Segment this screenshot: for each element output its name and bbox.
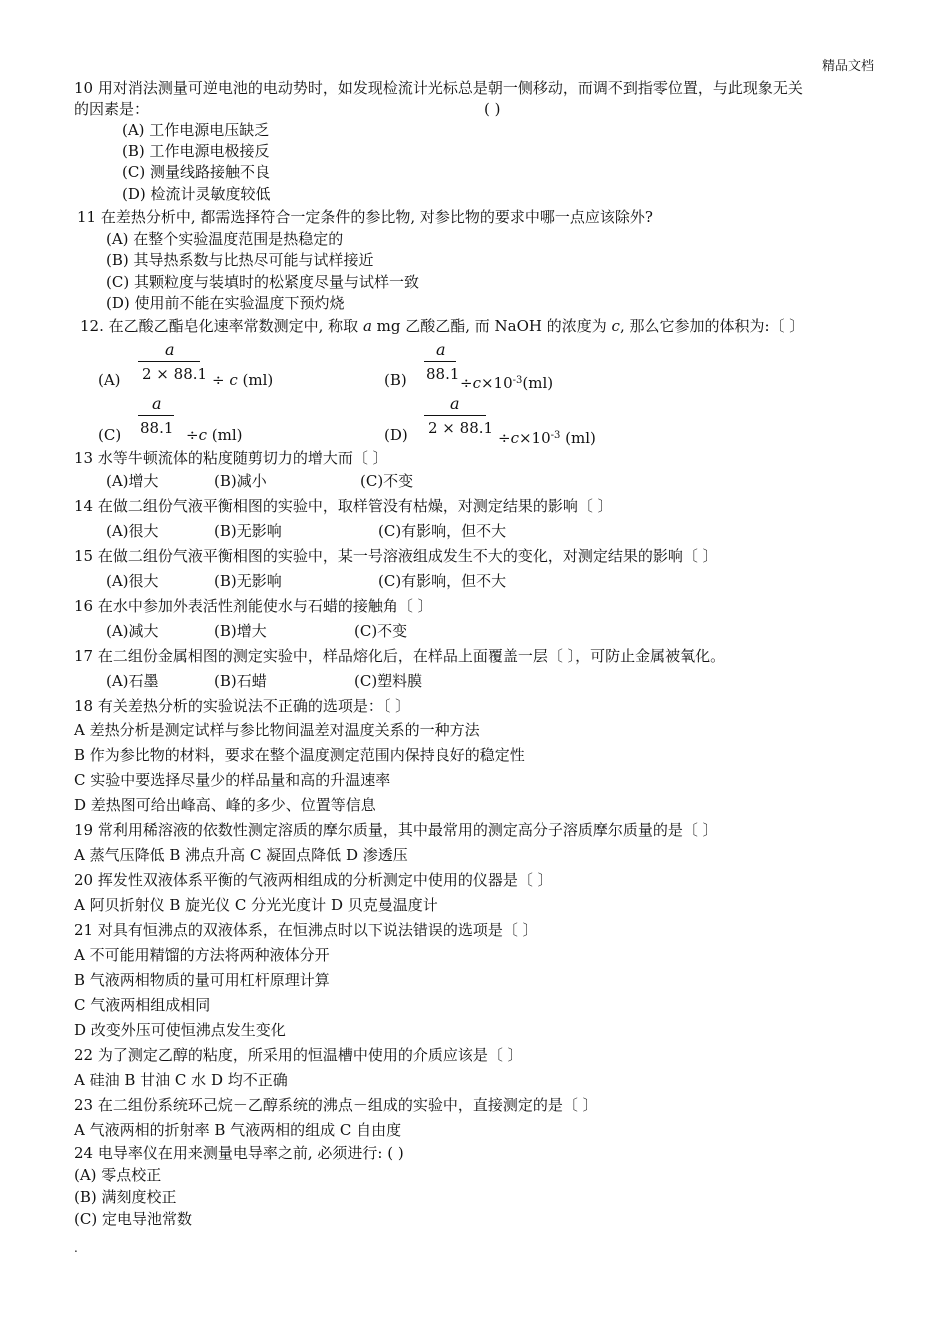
q12-option-c-numerator: a	[152, 394, 162, 413]
q12-option-b-denominator: 88.1	[426, 365, 460, 383]
q12-option-a-divide: ÷	[212, 371, 230, 389]
q12-stem-post: , 那么它参加的体积为:〔 〕	[619, 317, 805, 335]
q17-option-c: (C)塑料膜	[354, 672, 423, 690]
q19-options: A 蒸气压降低 B 沸点升高 C 凝固点降低 D 渗透压	[74, 846, 408, 864]
q12-option-a-fraction-bar	[138, 361, 200, 362]
q12-option-b-exponent: -3	[512, 375, 523, 386]
q13-option-a: (A)增大	[106, 472, 159, 490]
q13-option-b: (B)减小	[214, 472, 267, 490]
q15-option-b: (B)无影响	[214, 572, 282, 590]
q12-var-c: c	[611, 317, 620, 335]
q21-option-c: C 气液两相组成相同	[74, 996, 211, 1014]
q16-option-a: (A)减大	[106, 622, 159, 640]
footer-mark: .	[74, 1241, 78, 1255]
q10-option-d: (D) 检流计灵敏度较低	[122, 185, 271, 203]
q12-option-b-times: ×10	[480, 374, 513, 392]
q12-option-c-var: c	[198, 426, 207, 444]
q18-option-b: B 作为参比物的材料，要求在整个温度测定范围内保持良好的稳定性	[74, 746, 525, 764]
q12-option-b-tail	[460, 372, 553, 392]
q12-option-b-fraction-bar	[424, 361, 456, 362]
q12-option-c-denominator: 88.1	[140, 419, 174, 437]
q21-option-a: A 不可能用精馏的方法将两种液体分开	[74, 946, 330, 964]
q15-option-a: (A)很大	[106, 572, 159, 590]
q16-option-c: (C)不变	[354, 622, 408, 640]
q12-option-c-fraction-bar	[138, 415, 174, 416]
q17-stem: 17 在二组份金属相图的测定实验中，样品熔化后，在样品上面覆盖一层〔 〕，可防止金属被氧化。	[74, 647, 726, 665]
q12-option-d-numerator: a	[450, 394, 460, 413]
q12-option-a-denominator: 2 × 88.1	[142, 365, 208, 383]
q10-stem-line2: 的因素是：	[74, 100, 150, 118]
q12-stem-pre: 12. 在乙酸乙酯皂化速率常数测定中, 称取	[80, 317, 363, 335]
q12-option-b-label: (B)	[384, 371, 407, 389]
q12-stem-mid: mg 乙酸乙酯, 而 NaOH 的浓度为	[371, 317, 612, 335]
q12-option-a-tail	[212, 372, 273, 389]
q12-option-c-label: (C)	[98, 426, 122, 444]
q12-option-b-unit: (ml)	[522, 374, 554, 392]
q12-option-c-unit: (ml)	[206, 426, 243, 444]
q11-option-b: (B) 其导热系数与比热尽可能与试样接近	[106, 251, 374, 269]
q22-stem: 22 为了测定乙醇的粘度，所采用的恒温槽中使用的介质应该是〔 〕	[74, 1046, 523, 1064]
q18-option-d: D 差热图可给出峰高、峰的多少、位置等信息	[74, 796, 376, 814]
q24-option-b: (B) 满刻度校正	[74, 1188, 177, 1206]
q21-stem: 21 对具有恒沸点的双液体系，在恒沸点时以下说法错误的选项是〔 〕	[74, 921, 538, 939]
q15-stem: 15 在做二组份气液平衡相图的实验中，某一号溶液组成发生不大的变化，对测定结果的影响〔 〕	[74, 547, 718, 565]
q11-option-a: (A) 在整个实验温度范围是热稳定的	[106, 230, 344, 248]
q11-option-c: (C) 其颗粒度与装填时的松紧度尽量与试样一致	[106, 273, 419, 291]
q12-option-a-unit: (ml)	[237, 371, 274, 389]
q12-var-a: a	[362, 317, 372, 335]
q12-option-a-numerator: a	[165, 340, 175, 359]
q24-option-a: (A) 零点校正	[74, 1166, 162, 1184]
q14-option-c: (C)有影响，但不大	[378, 522, 507, 540]
q12-stem	[80, 318, 804, 335]
q12-option-b-var: c	[472, 374, 481, 392]
q13-option-c: (C)不变	[360, 472, 414, 490]
q14-option-a: (A)很大	[106, 522, 159, 540]
q24-stem: 24 电导率仪在用来测量电导率之前, 必须进行: ( )	[74, 1144, 404, 1162]
q23-options: A 气液两相的折射率 B 气液两相的组成 C 自由度	[74, 1121, 402, 1139]
q12-option-c-tail	[186, 427, 242, 444]
q10-option-c: (C) 测量线路接触不良	[122, 163, 270, 181]
q12-option-d-unit: (ml)	[560, 429, 596, 447]
q16-option-b: (B)增大	[214, 622, 267, 640]
q20-options: A 阿贝折射仪 B 旋光仪 C 分光光度计 D 贝克曼温度计	[74, 896, 438, 914]
q15-option-c: (C)有影响，但不大	[378, 572, 507, 590]
q12-option-b-divide: ÷	[460, 374, 473, 392]
q20-stem: 20 挥发性双液体系平衡的气液两相组成的分析测定中使用的仪器是〔 〕	[74, 871, 553, 889]
q10-option-a: (A) 工作电源电压缺乏	[122, 121, 270, 139]
q12-option-d-tail	[498, 427, 596, 447]
q12-option-d-times: ×10	[518, 429, 551, 447]
q10-answer-paren: ( )	[484, 100, 501, 118]
q12-option-d-fraction-bar	[424, 415, 486, 416]
q21-option-d: D 改变外压可使恒沸点发生变化	[74, 1021, 286, 1039]
q10-option-b: (B) 工作电源电极接反	[122, 142, 270, 160]
q12-option-a-var: c	[229, 371, 238, 389]
q12-option-b-numerator: a	[436, 340, 446, 359]
q22-options: A 硅油 B 甘油 C 水 D 均不正确	[74, 1071, 288, 1089]
q11-option-d: (D) 使用前不能在实验温度下预灼烧	[106, 294, 345, 312]
q12-option-d-label: (D)	[384, 426, 408, 444]
q12-option-d-denominator: 2 × 88.1	[428, 419, 494, 437]
q18-option-c: C 实验中要选择尽量少的样品量和高的升温速率	[74, 771, 391, 789]
q19-stem: 19 常利用稀溶液的依数性测定溶质的摩尔质量，其中最常用的测定高分子溶质摩尔质量的是〔 〕	[74, 821, 718, 839]
page-header: 精品文档	[822, 59, 875, 74]
q18-stem: 18 有关差热分析的实验说法不正确的选项是：〔 〕	[74, 697, 411, 715]
q17-option-a: (A)石墨	[106, 672, 159, 690]
q16-stem: 16 在水中参加外表活性剂能使水与石蜡的接触角〔 〕	[74, 597, 433, 615]
q12-option-d-var: c	[510, 429, 519, 447]
q13-stem: 13 水等牛顿流体的粘度随剪切力的增大而〔 〕	[74, 449, 388, 467]
q14-stem: 14 在做二组份气液平衡相图的实验中，取样管没有枯燥，对测定结果的影响〔 〕	[74, 497, 613, 515]
q11-stem: 11 在差热分析中, 都需选择符合一定条件的参比物, 对参比物的要求中哪一点应该除外?	[77, 208, 653, 226]
q18-option-a: A 差热分析是测定试样与参比物间温差对温度关系的一种方法	[74, 721, 480, 739]
q17-option-b: (B)石蜡	[214, 672, 267, 690]
q14-option-b: (B)无影响	[214, 522, 282, 540]
q23-stem: 23 在二组份系统环己烷－乙醇系统的沸点－组成的实验中，直接测定的是〔 〕	[74, 1096, 598, 1114]
q12-option-a-label: (A)	[98, 371, 121, 389]
q12-option-d-divide: ÷	[498, 429, 511, 447]
q12-option-c-divide: ÷	[186, 426, 199, 444]
q21-option-b: B 气液两相物质的量可用杠杆原理计算	[74, 971, 330, 989]
q12-option-d-exponent: -3	[550, 430, 561, 441]
q24-option-c: (C) 定电导池常数	[74, 1210, 192, 1228]
q10-stem-line1: 10 用对消法测量可逆电池的电动势时，如发现检流计光标总是朝一侧移动，而调不到指零位置，与此现象无关	[74, 79, 803, 97]
